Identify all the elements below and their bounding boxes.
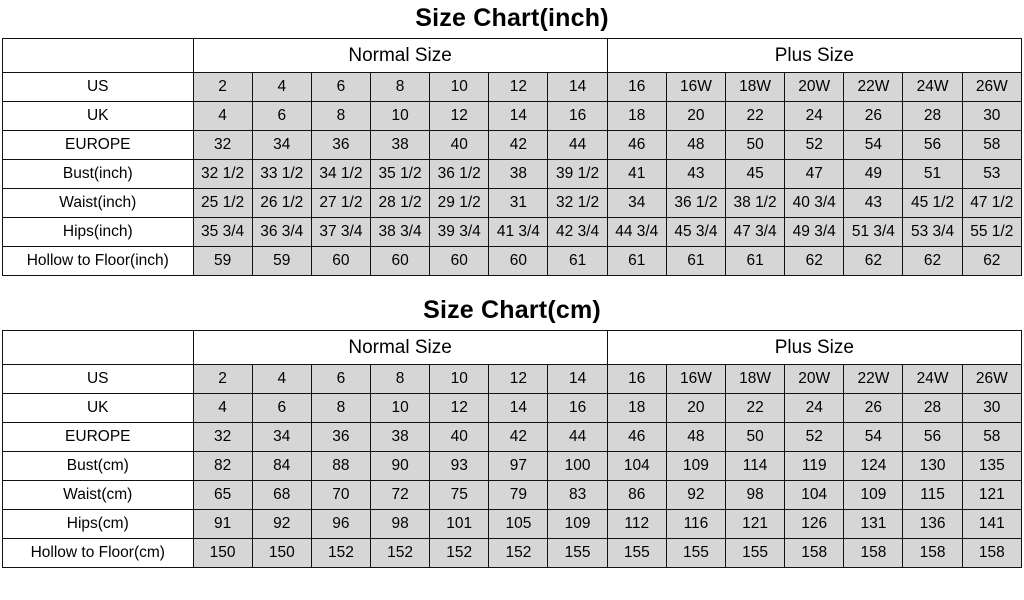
data-cell: 152 — [311, 539, 370, 568]
data-cell: 8 — [311, 102, 370, 131]
group-header-row — [3, 39, 1022, 73]
size-table — [2, 38, 1022, 276]
data-cell: 56 — [903, 131, 962, 160]
data-cell: 100 — [548, 452, 607, 481]
data-cell: 4 — [252, 365, 311, 394]
row-label: US — [3, 365, 194, 394]
data-cell: 104 — [607, 452, 666, 481]
data-cell: 26 1/2 — [252, 189, 311, 218]
data-cell: 4 — [252, 73, 311, 102]
data-cell: 109 — [548, 510, 607, 539]
row-label: Waist(cm) — [3, 481, 194, 510]
data-cell: 51 — [903, 160, 962, 189]
corner-blank-cell — [3, 331, 194, 365]
data-cell: 84 — [252, 452, 311, 481]
data-cell: 46 — [607, 131, 666, 160]
row-label: Hollow to Floor(cm) — [3, 539, 194, 568]
data-cell: 65 — [193, 481, 252, 510]
data-cell: 119 — [785, 452, 844, 481]
data-cell: 39 1/2 — [548, 160, 607, 189]
data-cell: 24 — [785, 102, 844, 131]
data-cell: 40 — [430, 131, 489, 160]
data-cell: 54 — [844, 131, 903, 160]
data-cell: 43 — [666, 160, 725, 189]
data-cell: 30 — [962, 394, 1021, 423]
row-label: UK — [3, 102, 194, 131]
table-row — [3, 539, 1022, 568]
data-cell: 114 — [726, 452, 785, 481]
row-label: Hips(cm) — [3, 510, 194, 539]
data-cell: 33 1/2 — [252, 160, 311, 189]
data-cell: 6 — [252, 394, 311, 423]
data-cell: 44 — [548, 423, 607, 452]
table-row — [3, 365, 1022, 394]
data-cell: 16W — [666, 365, 725, 394]
data-cell: 38 1/2 — [726, 189, 785, 218]
data-cell: 10 — [430, 73, 489, 102]
data-cell: 20W — [785, 73, 844, 102]
data-cell: 47 — [785, 160, 844, 189]
data-cell: 98 — [726, 481, 785, 510]
data-cell: 62 — [962, 247, 1021, 276]
section-spacer — [0, 276, 1024, 292]
data-cell: 29 1/2 — [430, 189, 489, 218]
data-cell: 96 — [311, 510, 370, 539]
data-cell: 12 — [489, 365, 548, 394]
data-cell: 12 — [430, 394, 489, 423]
data-cell: 22W — [844, 73, 903, 102]
data-cell: 126 — [785, 510, 844, 539]
row-label: Hollow to Floor(inch) — [3, 247, 194, 276]
data-cell: 50 — [726, 423, 785, 452]
data-cell: 92 — [252, 510, 311, 539]
data-cell: 8 — [371, 73, 430, 102]
data-cell: 56 — [903, 423, 962, 452]
data-cell: 28 — [903, 102, 962, 131]
data-cell: 32 1/2 — [548, 189, 607, 218]
data-cell: 152 — [430, 539, 489, 568]
data-cell: 10 — [371, 102, 430, 131]
data-cell: 136 — [903, 510, 962, 539]
data-cell: 12 — [430, 102, 489, 131]
data-cell: 18W — [726, 365, 785, 394]
data-cell: 62 — [844, 247, 903, 276]
data-cell: 32 — [193, 423, 252, 452]
column-group-header: Normal Size — [193, 39, 607, 73]
data-cell: 28 1/2 — [371, 189, 430, 218]
data-cell: 59 — [252, 247, 311, 276]
chart-title: Size Chart(cm) — [423, 296, 601, 324]
data-cell: 61 — [666, 247, 725, 276]
data-cell: 93 — [430, 452, 489, 481]
table-row — [3, 394, 1022, 423]
data-cell: 34 — [607, 189, 666, 218]
data-cell: 32 1/2 — [193, 160, 252, 189]
data-cell: 50 — [726, 131, 785, 160]
data-cell: 36 1/2 — [666, 189, 725, 218]
data-cell: 46 — [607, 423, 666, 452]
data-cell: 61 — [607, 247, 666, 276]
data-cell: 62 — [903, 247, 962, 276]
data-cell: 16 — [607, 365, 666, 394]
data-cell: 38 — [371, 131, 430, 160]
size-table — [2, 330, 1022, 568]
data-cell: 48 — [666, 131, 725, 160]
table-row — [3, 218, 1022, 247]
data-cell: 47 1/2 — [962, 189, 1021, 218]
data-cell: 62 — [785, 247, 844, 276]
data-cell: 2 — [193, 73, 252, 102]
data-cell: 22 — [726, 102, 785, 131]
data-cell: 52 — [785, 423, 844, 452]
data-cell: 16W — [666, 73, 725, 102]
data-cell: 53 — [962, 160, 1021, 189]
data-cell: 121 — [962, 481, 1021, 510]
data-cell: 91 — [193, 510, 252, 539]
data-cell: 36 3/4 — [252, 218, 311, 247]
data-cell: 88 — [311, 452, 370, 481]
data-cell: 155 — [607, 539, 666, 568]
data-cell: 52 — [785, 131, 844, 160]
data-cell: 24W — [903, 73, 962, 102]
data-cell: 20 — [666, 102, 725, 131]
data-cell: 42 3/4 — [548, 218, 607, 247]
data-cell: 150 — [252, 539, 311, 568]
data-cell: 131 — [844, 510, 903, 539]
data-cell: 48 — [666, 423, 725, 452]
data-cell: 152 — [489, 539, 548, 568]
data-cell: 6 — [252, 102, 311, 131]
data-cell: 34 — [252, 423, 311, 452]
data-cell: 98 — [371, 510, 430, 539]
table-row — [3, 73, 1022, 102]
data-cell: 53 3/4 — [903, 218, 962, 247]
data-cell: 4 — [193, 394, 252, 423]
data-cell: 38 3/4 — [371, 218, 430, 247]
data-cell: 4 — [193, 102, 252, 131]
table-row — [3, 131, 1022, 160]
data-cell: 116 — [666, 510, 725, 539]
data-cell: 86 — [607, 481, 666, 510]
data-cell: 44 — [548, 131, 607, 160]
data-cell: 61 — [726, 247, 785, 276]
data-cell: 155 — [548, 539, 607, 568]
data-cell: 55 1/2 — [962, 218, 1021, 247]
data-cell: 36 — [311, 131, 370, 160]
data-cell: 92 — [666, 481, 725, 510]
size-chart-block-2 — [0, 292, 1024, 568]
data-cell: 105 — [489, 510, 548, 539]
data-cell: 135 — [962, 452, 1021, 481]
data-cell: 8 — [311, 394, 370, 423]
data-cell: 49 3/4 — [785, 218, 844, 247]
data-cell: 90 — [371, 452, 430, 481]
data-cell: 26W — [962, 73, 1021, 102]
data-cell: 43 — [844, 189, 903, 218]
data-cell: 16 — [607, 73, 666, 102]
data-cell: 49 — [844, 160, 903, 189]
data-cell: 18W — [726, 73, 785, 102]
data-cell: 141 — [962, 510, 1021, 539]
data-cell: 40 3/4 — [785, 189, 844, 218]
data-cell: 14 — [489, 394, 548, 423]
data-cell: 42 — [489, 131, 548, 160]
data-cell: 39 3/4 — [430, 218, 489, 247]
data-cell: 31 — [489, 189, 548, 218]
data-cell: 58 — [962, 131, 1021, 160]
data-cell: 60 — [311, 247, 370, 276]
data-cell: 35 3/4 — [193, 218, 252, 247]
data-cell: 121 — [726, 510, 785, 539]
data-cell: 70 — [311, 481, 370, 510]
data-cell: 54 — [844, 423, 903, 452]
data-cell: 12 — [489, 73, 548, 102]
data-cell: 25 1/2 — [193, 189, 252, 218]
data-cell: 24 — [785, 394, 844, 423]
data-cell: 26 — [844, 394, 903, 423]
data-cell: 22W — [844, 365, 903, 394]
data-cell: 75 — [430, 481, 489, 510]
data-cell: 79 — [489, 481, 548, 510]
data-cell: 14 — [548, 365, 607, 394]
data-cell: 60 — [489, 247, 548, 276]
row-label: UK — [3, 394, 194, 423]
data-cell: 24W — [903, 365, 962, 394]
data-cell: 155 — [666, 539, 725, 568]
data-cell: 158 — [844, 539, 903, 568]
table-row — [3, 102, 1022, 131]
data-cell: 37 3/4 — [311, 218, 370, 247]
data-cell: 158 — [785, 539, 844, 568]
data-cell: 97 — [489, 452, 548, 481]
column-group-header: Plus Size — [607, 39, 1021, 73]
data-cell: 44 3/4 — [607, 218, 666, 247]
row-label: Bust(cm) — [3, 452, 194, 481]
data-cell: 34 1/2 — [311, 160, 370, 189]
data-cell: 26 — [844, 102, 903, 131]
chart-title: Size Chart(inch) — [415, 4, 609, 32]
data-cell: 40 — [430, 423, 489, 452]
data-cell: 14 — [548, 73, 607, 102]
corner-blank-cell — [3, 39, 194, 73]
data-cell: 47 3/4 — [726, 218, 785, 247]
data-cell: 45 1/2 — [903, 189, 962, 218]
data-cell: 58 — [962, 423, 1021, 452]
data-cell: 130 — [903, 452, 962, 481]
size-chart-block-1 — [0, 0, 1024, 276]
data-cell: 10 — [430, 365, 489, 394]
row-label: US — [3, 73, 194, 102]
data-cell: 30 — [962, 102, 1021, 131]
data-cell: 6 — [311, 365, 370, 394]
table-row — [3, 452, 1022, 481]
data-cell: 41 3/4 — [489, 218, 548, 247]
data-cell: 112 — [607, 510, 666, 539]
table-row — [3, 189, 1022, 218]
data-cell: 158 — [962, 539, 1021, 568]
data-cell: 61 — [548, 247, 607, 276]
data-cell: 41 — [607, 160, 666, 189]
data-cell: 32 — [193, 131, 252, 160]
data-cell: 38 — [489, 160, 548, 189]
data-cell: 28 — [903, 394, 962, 423]
column-group-header: Normal Size — [193, 331, 607, 365]
data-cell: 83 — [548, 481, 607, 510]
data-cell: 38 — [371, 423, 430, 452]
data-cell: 115 — [903, 481, 962, 510]
data-cell: 152 — [371, 539, 430, 568]
data-cell: 45 — [726, 160, 785, 189]
column-group-header: Plus Size — [607, 331, 1021, 365]
data-cell: 150 — [193, 539, 252, 568]
data-cell: 109 — [666, 452, 725, 481]
data-cell: 35 1/2 — [371, 160, 430, 189]
data-cell: 36 — [311, 423, 370, 452]
table-row — [3, 510, 1022, 539]
data-cell: 8 — [371, 365, 430, 394]
data-cell: 22 — [726, 394, 785, 423]
data-cell: 36 1/2 — [430, 160, 489, 189]
data-cell: 60 — [430, 247, 489, 276]
data-cell: 59 — [193, 247, 252, 276]
table-row — [3, 423, 1022, 452]
data-cell: 27 1/2 — [311, 189, 370, 218]
data-cell: 26W — [962, 365, 1021, 394]
data-cell: 42 — [489, 423, 548, 452]
data-cell: 16 — [548, 102, 607, 131]
data-cell: 10 — [371, 394, 430, 423]
row-label: Hips(inch) — [3, 218, 194, 247]
data-cell: 18 — [607, 394, 666, 423]
data-cell: 16 — [548, 394, 607, 423]
data-cell: 14 — [489, 102, 548, 131]
data-cell: 101 — [430, 510, 489, 539]
data-cell: 18 — [607, 102, 666, 131]
table-row — [3, 247, 1022, 276]
data-cell: 124 — [844, 452, 903, 481]
row-label: EUROPE — [3, 423, 194, 452]
table-row — [3, 481, 1022, 510]
data-cell: 34 — [252, 131, 311, 160]
data-cell: 72 — [371, 481, 430, 510]
data-cell: 45 3/4 — [666, 218, 725, 247]
data-cell: 68 — [252, 481, 311, 510]
data-cell: 155 — [726, 539, 785, 568]
data-cell: 104 — [785, 481, 844, 510]
data-cell: 60 — [371, 247, 430, 276]
data-cell: 6 — [311, 73, 370, 102]
group-header-row — [3, 331, 1022, 365]
row-label: Waist(inch) — [3, 189, 194, 218]
table-row — [3, 160, 1022, 189]
row-label: Bust(inch) — [3, 160, 194, 189]
data-cell: 2 — [193, 365, 252, 394]
data-cell: 51 3/4 — [844, 218, 903, 247]
data-cell: 20W — [785, 365, 844, 394]
data-cell: 82 — [193, 452, 252, 481]
row-label: EUROPE — [3, 131, 194, 160]
data-cell: 158 — [903, 539, 962, 568]
data-cell: 20 — [666, 394, 725, 423]
data-cell: 109 — [844, 481, 903, 510]
